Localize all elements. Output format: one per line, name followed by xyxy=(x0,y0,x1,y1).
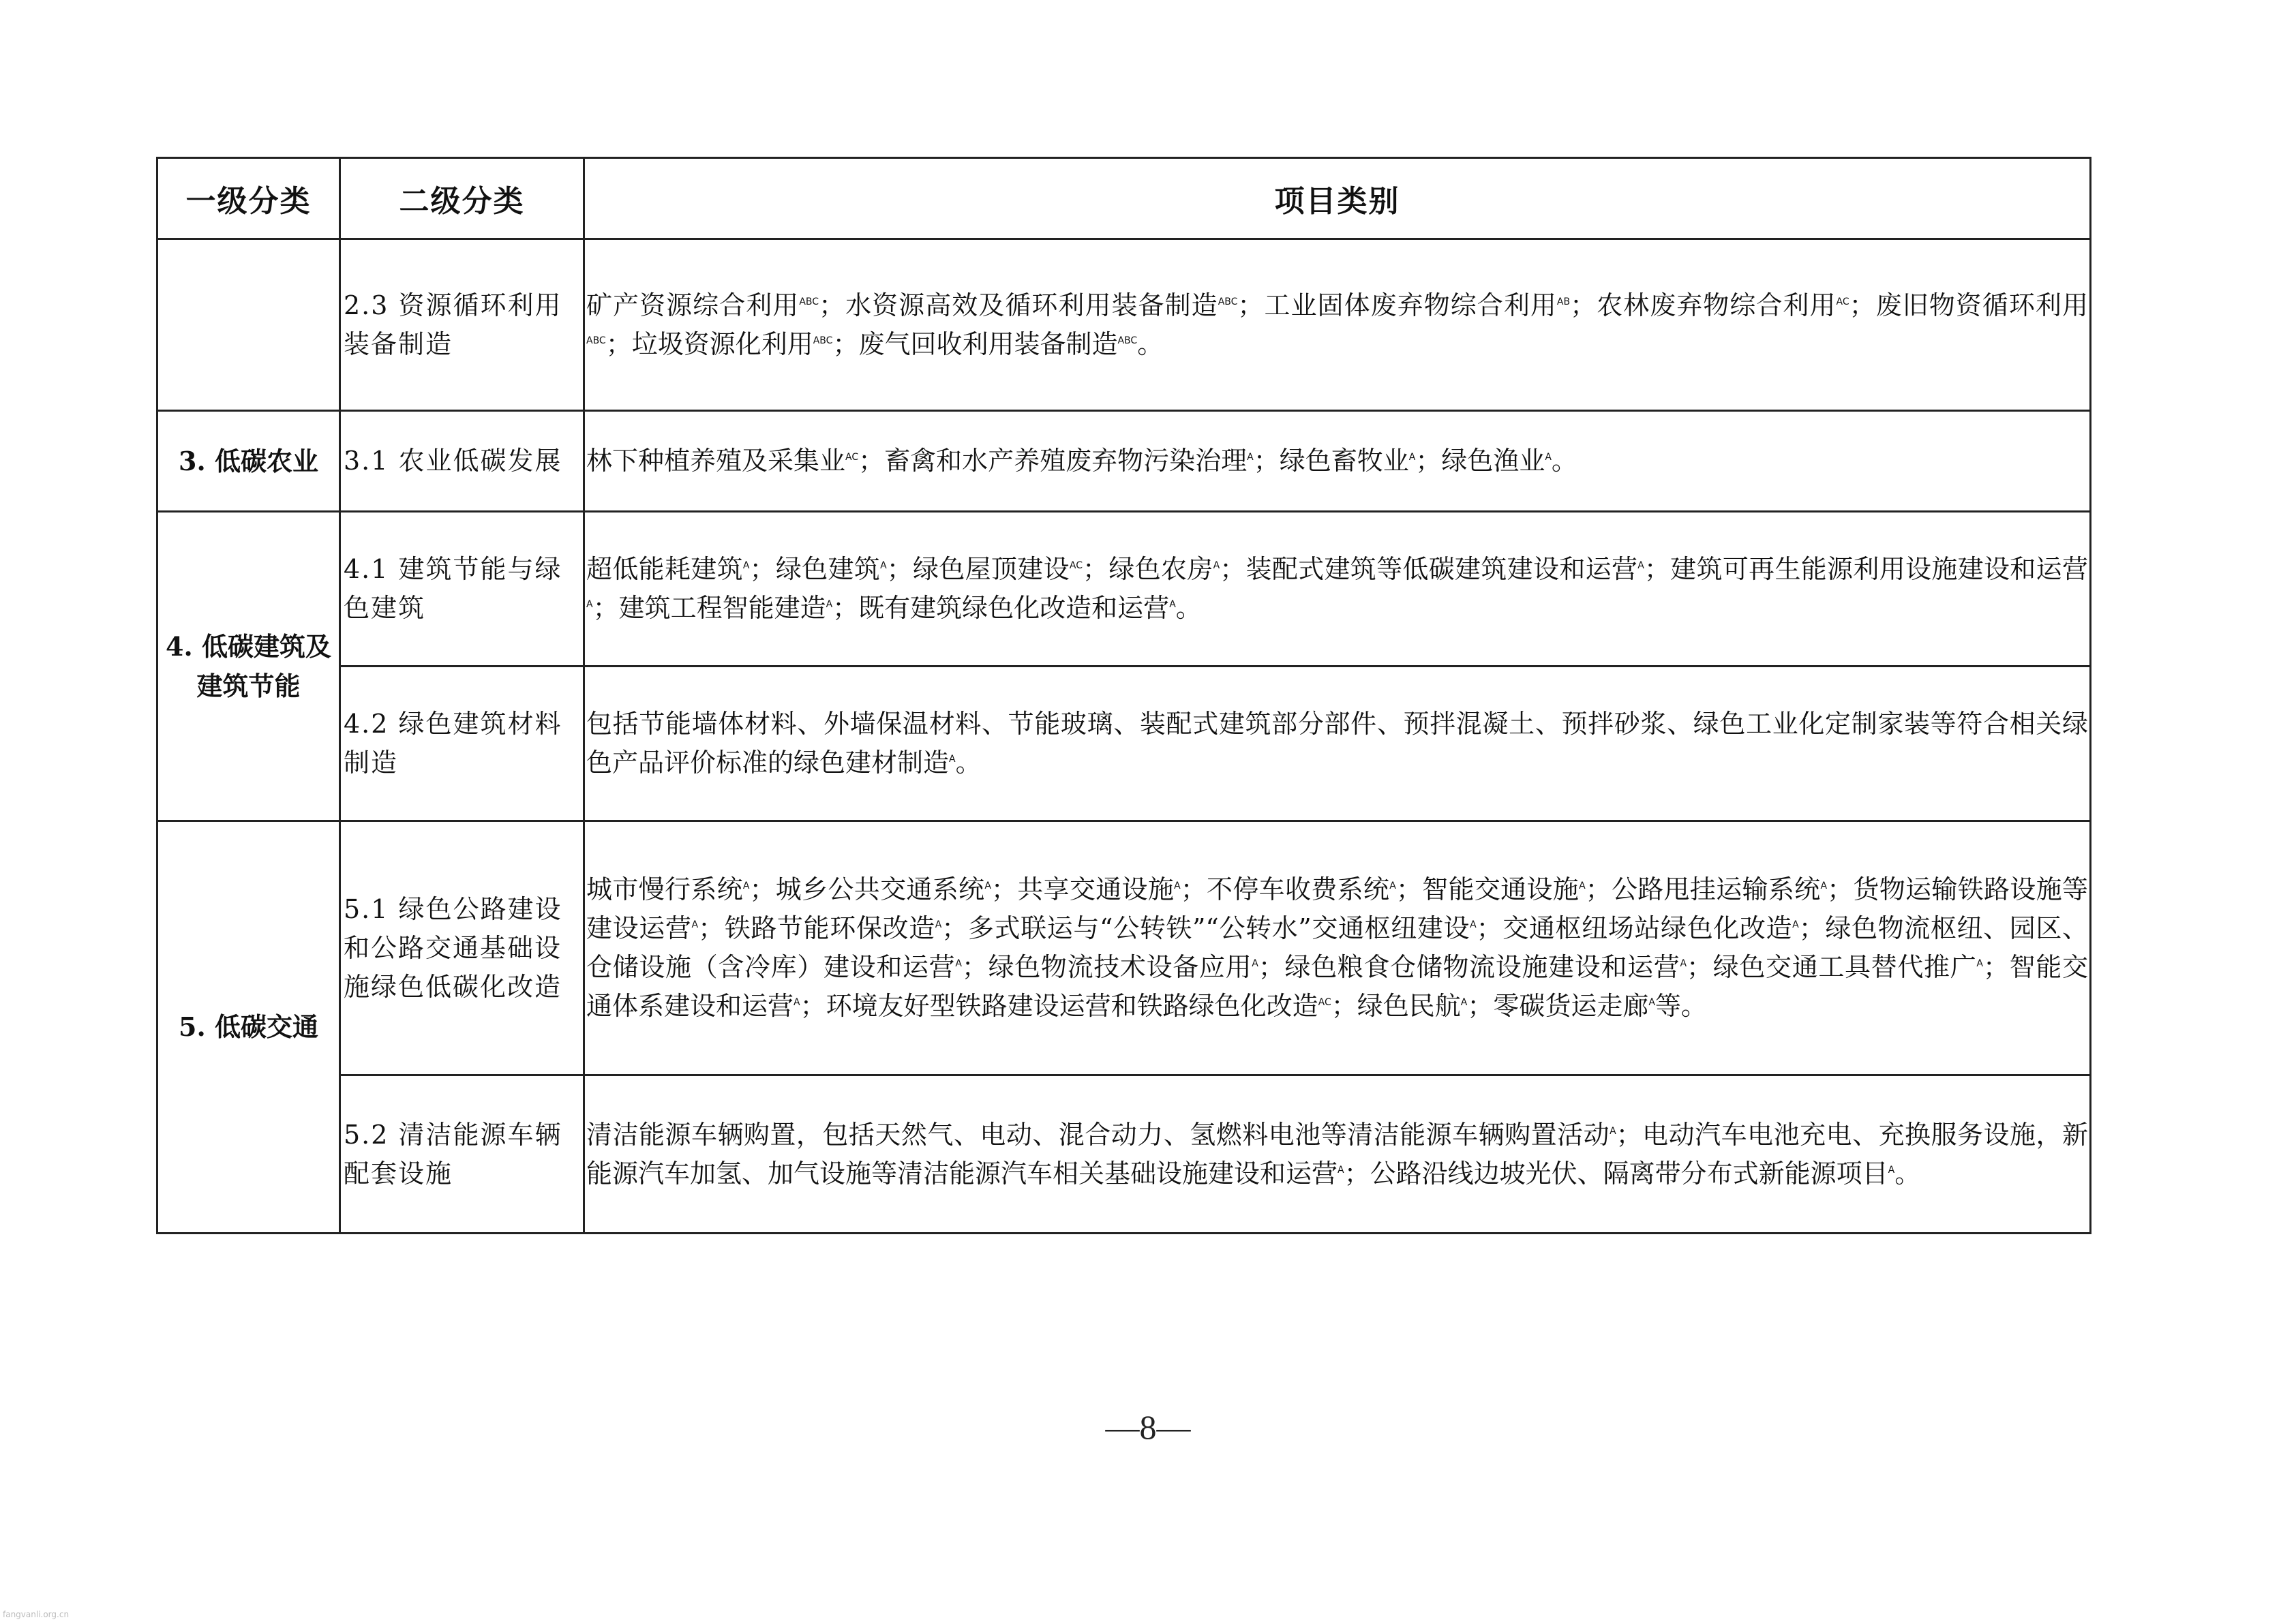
item-grade-marker: A xyxy=(1792,919,1799,930)
items-cell xyxy=(584,512,2091,667)
table-row xyxy=(157,667,2091,821)
item-text: ；公路沿线边坡光伏、隔离带分布式新能源项目 xyxy=(1344,1158,1888,1189)
table-row xyxy=(157,239,2091,411)
item-text: 城市慢行系统 xyxy=(586,874,743,904)
item-text: ；既有建筑绿色化改造和运营 xyxy=(832,593,1170,623)
item-grade-marker: A xyxy=(691,919,699,930)
item-grade-marker: A xyxy=(742,881,750,891)
item-grade-marker: A xyxy=(880,560,887,571)
item-text: ；废气回收利用装备制造 xyxy=(832,328,1118,359)
item-text: ；绿色粮食仓储物流设施建设和运营 xyxy=(1258,952,1680,982)
item-text: ；铁路节能环保改造 xyxy=(698,913,935,943)
level2-cell: 5.2 清洁能源车辆配套设施 xyxy=(340,1075,584,1234)
item-grade-marker: A xyxy=(1610,1125,1616,1137)
item-text: ；水资源高效及循环利用装备制造 xyxy=(819,290,1218,320)
item-grade-marker: A xyxy=(1820,881,1828,891)
items-cell xyxy=(584,239,2091,411)
item-grade-marker: A xyxy=(1338,1164,1344,1176)
item-grade-marker: A xyxy=(1247,452,1254,463)
item-text: ；农林废弃物综合利用 xyxy=(1570,290,1837,320)
item-text: ；智能交通体系建设和运营 xyxy=(586,952,2088,1021)
items-cell xyxy=(584,1075,2091,1234)
item-text: 包括节能墙体材料、外墙保温材料、节能玻璃、装配式建筑部分部件、预拌混凝土、预拌砂浆、绿色工业化定制家装等符合相关绿色产品评价标准的绿色建材制造 xyxy=(586,709,2088,778)
item-text: 。 xyxy=(1551,446,1577,476)
item-text: ；绿色屋顶建设 xyxy=(886,554,1070,584)
item-grade-marker: ABC xyxy=(1117,335,1138,346)
level1-cell xyxy=(157,512,340,821)
level1-label-line2: 建筑节能 xyxy=(196,670,301,701)
item-text: ；共享交通设施 xyxy=(991,874,1175,904)
item-text: ；绿色交通工具替代推广 xyxy=(1687,952,1977,982)
item-grade-marker: A xyxy=(742,560,750,571)
item-text: 超低能耗建筑 xyxy=(586,554,743,584)
item-grade-marker: A xyxy=(1408,452,1416,463)
item-grade-marker: A xyxy=(1579,881,1586,891)
item-grade-marker: A xyxy=(1460,997,1468,1008)
table-header-row xyxy=(157,158,2091,239)
item-grade-marker: A xyxy=(1213,560,1220,571)
level1-label-line1: 4. 低碳建筑及 xyxy=(166,630,331,662)
item-text: ；零碳货运走廊 xyxy=(1467,991,1649,1021)
item-text: ；垃圾资源化利用 xyxy=(605,328,813,359)
item-text: 。 xyxy=(955,748,982,778)
item-text: ；绿色物流枢纽、园区、仓储设施（含冷库）建设和运营 xyxy=(586,913,2088,982)
level2-cell: 3.1 农业低碳发展 xyxy=(340,411,584,512)
level2-cell: 4.1 建筑节能与绿色建筑 xyxy=(340,512,584,667)
table-row xyxy=(157,1075,2091,1234)
item-text: 林下种植养殖及采集业 xyxy=(586,446,846,476)
item-grade-marker: ABC xyxy=(1218,296,1238,307)
level1-cell-empty xyxy=(157,239,340,411)
level1-cell: 5. 低碳交通 xyxy=(157,821,340,1234)
item-text: ；环境友好型铁路建设运营和铁路绿色化改造 xyxy=(800,991,1318,1021)
item-text: ；绿色建筑 xyxy=(749,554,881,584)
header-items: 项目类别 xyxy=(584,158,2091,239)
item-text: ；绿色畜牧业 xyxy=(1253,446,1409,476)
classification-table xyxy=(156,157,2091,1234)
item-grade-marker: A xyxy=(1252,958,1258,969)
item-grade-marker: A xyxy=(1680,958,1687,969)
item-text: ；建筑工程智能建造 xyxy=(592,593,826,623)
items-cell xyxy=(584,411,2091,512)
item-grade-marker: AC xyxy=(1318,997,1331,1008)
item-grade-marker: A xyxy=(1174,881,1181,891)
classification-table-wrapper xyxy=(156,157,2089,1234)
header-level1: 一级分类 xyxy=(157,158,340,239)
item-text: ；绿色物流技术设备应用 xyxy=(961,952,1252,982)
item-grade-marker: A xyxy=(794,997,800,1008)
watermark-text: fangvanli.org.cn xyxy=(3,1610,70,1619)
level2-cell: 5.1 绿色公路建设和公路交通基础设施绿色低碳化改造 xyxy=(340,821,584,1075)
item-text: ；绿色渔业 xyxy=(1415,446,1545,476)
item-grade-marker: ABC xyxy=(813,335,833,346)
item-grade-marker: A xyxy=(826,599,833,610)
header-level2: 二级分类 xyxy=(340,158,584,239)
item-grade-marker: A xyxy=(1545,452,1552,463)
item-grade-marker: A xyxy=(949,754,956,765)
item-text: 。 xyxy=(1175,593,1202,623)
item-grade-marker: AB xyxy=(1556,296,1571,307)
item-text: ；废旧物资循环利用 xyxy=(1849,290,2088,320)
item-text: 等。 xyxy=(1655,991,1707,1021)
table-row xyxy=(157,411,2091,512)
level2-cell: 4.2 绿色建筑材料制造 xyxy=(340,667,584,821)
item-text: ；工业固体废弃物综合利用 xyxy=(1237,290,1557,320)
item-text: 。 xyxy=(1894,1158,1921,1189)
item-grade-marker: A xyxy=(1637,560,1644,571)
level2-cell: 2.3 资源循环利用装备制造 xyxy=(340,239,584,411)
item-text: ；建筑可再生能源利用设施建设和运营 xyxy=(1644,554,2088,584)
item-grade-marker: AC xyxy=(845,452,859,463)
item-grade-marker: A xyxy=(935,919,942,930)
item-text: ；交通枢纽场站绿色化改造 xyxy=(1476,913,1793,943)
item-grade-marker: ABC xyxy=(799,296,819,307)
item-text: ；公路甩挂运输系统 xyxy=(1585,874,1821,904)
item-grade-marker: A xyxy=(1470,919,1477,930)
item-grade-marker: A xyxy=(1169,599,1176,610)
item-grade-marker: A xyxy=(1648,997,1655,1008)
item-text: ；货物运输铁路设施等建设运营 xyxy=(586,874,2088,943)
item-text: ；智能交通设施 xyxy=(1395,874,1580,904)
items-cell xyxy=(584,821,2091,1075)
item-text: ；绿色农房 xyxy=(1083,554,1213,584)
item-text: ；装配式建筑等低碳建筑建设和运营 xyxy=(1220,554,1638,584)
item-grade-marker: A xyxy=(1888,1164,1895,1176)
table-row xyxy=(157,512,2091,667)
item-grade-marker: A xyxy=(984,881,991,891)
item-grade-marker: A xyxy=(1389,881,1396,891)
page-number: —8— xyxy=(1105,1408,1191,1446)
table-row xyxy=(157,821,2091,1075)
item-grade-marker: ABC xyxy=(586,335,606,346)
item-text: ；电动汽车电池充电、充换服务设施，新能源汽车加氢、加气设施等清洁能源汽车相关基础设施建设和运营 xyxy=(586,1119,2088,1189)
item-text: ；畜禽和水产养殖废弃物污染治理 xyxy=(858,446,1248,476)
item-text: ；城乡公共交通系统 xyxy=(749,874,985,904)
item-text: 清洁能源车辆购置，包括天然气、电动、混合动力、氢燃料电池等清洁能源车辆购置活动 xyxy=(586,1119,1610,1150)
item-grade-marker: A xyxy=(586,599,593,610)
item-text: 矿产资源综合利用 xyxy=(586,290,800,320)
item-text: ；多式联运与“公转铁”“公转水”交通枢纽建设 xyxy=(941,913,1470,943)
level1-cell: 3. 低碳农业 xyxy=(157,411,340,512)
item-text: ；绿色民航 xyxy=(1331,991,1461,1021)
item-grade-marker: AC xyxy=(1069,560,1083,571)
item-text: 。 xyxy=(1137,328,1164,359)
item-grade-marker: AC xyxy=(1836,296,1849,307)
item-text: ；不停车收费系统 xyxy=(1180,874,1390,904)
item-grade-marker: A xyxy=(1976,958,1983,969)
item-grade-marker: A xyxy=(955,958,962,969)
items-cell xyxy=(584,667,2091,821)
